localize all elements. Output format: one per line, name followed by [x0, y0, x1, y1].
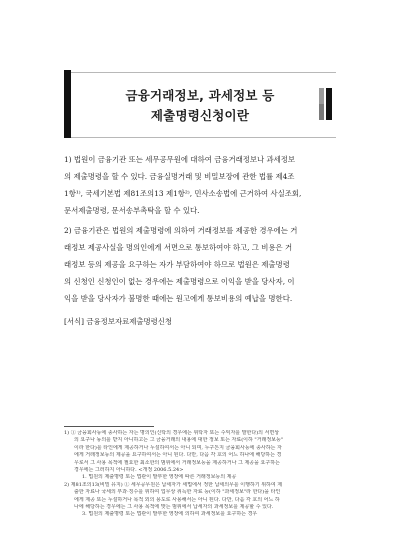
- paragraph-line: 문서제출명령, 문서송부촉탁을 할 수 있다.: [64, 206, 200, 215]
- footnote-line: 경우에는 그러하지 아니하다. <개정 2006.5.24>: [74, 467, 184, 474]
- footnote-line: 3. 법원의 제출명령 또는 법관이 발부한 영장에 의하여 과세정보를 요구하는 경우: [82, 511, 258, 518]
- paragraph-line: 1항¹⁾, 국세기본법 제81조의13 제1항²⁾, 민사소송법에 근거하여 사실조회,: [64, 189, 302, 198]
- paragraph-line: 익을 받을 당사자가 불명한 때에는 원고에게 통보비용의 예납을 명한다.: [64, 294, 293, 303]
- title-line-1: 금융거래정보, 과세정보 등: [125, 88, 275, 103]
- title-line-2: 제출명령신청이란: [150, 108, 250, 123]
- footnote-line: 이라 한다)를 타인에게 제공하거나 누설하여서는 아니 되며, 누구든지 금융회사등에 종사하는 자: [74, 444, 282, 451]
- paragraph-line: 의 신청인 신청인이 없는 경우에는 제출명령으로 이익을 받을 당사자, 이: [64, 277, 295, 286]
- footnote-line: 나에 해당하는 경우에는 그 사용 목적에 맞는 범위에서 납세자의 과세정보를 제공할 수 있다.: [74, 504, 274, 511]
- footnote-line: 1) ① 금융회사등에 종사하는 자는 명의인(신탁의 경우에는 위탁자 또는 수익자를 말한다)의 서면상: [64, 430, 280, 436]
- title-box: [64, 72, 336, 138]
- paragraph-line: 래정보 제공사실을 명의인에게 서면으로 통보하여야 하고, 그 비용은 거: [64, 243, 293, 252]
- paragraph-1: [64, 151, 340, 219]
- footnote-line: 2) 제81조의13(비밀 유지) ① 세무공무원은 납세자가 세법에서 정한 납세의무를 이행하기 위하여 제: [64, 481, 283, 488]
- footnote-line: 출한 자료나 국세의 부과·징수를 위하여 업무상 취득한 자료 등(이하 "과세정보"라 한다)을 타인: [74, 489, 281, 496]
- footnote-line: 1. 법원의 제출명령 또는 법관이 발부한 영장에 따른 거래정보등의 제공: [82, 474, 237, 481]
- footnote-line: 에게 제공 또는 누설하거나 목적 외의 용도로 사용해서는 아니 된다. 다만, 다음 각 호의 어느 하: [74, 496, 280, 503]
- paragraph-2: [64, 222, 340, 307]
- paragraph-line: 2) 금융기관은 법원의 제출명령에 의하여 거래정보를 제공한 경우에는 거: [64, 226, 298, 235]
- title-left-bar: [64, 70, 71, 138]
- footnote-line: 우로서 그 사용 목적에 필요한 최소한의 범위에서 거래정보등을 제공하거나 그 제공을 요구하는: [74, 459, 280, 466]
- title-right-black-bar: [326, 88, 332, 120]
- footnote-divider: [64, 426, 154, 427]
- footnote-line: 에게 거래정보등의 제공을 요구하여서는 아니 된다. 다만, 다음 각 호의 어느 하나에 해당하는 경: [74, 452, 282, 459]
- paragraph-line: 의 제출명령을 할 수 있다. 금융실명거래 및 비밀보장에 관한 법률 제4조: [64, 172, 295, 181]
- footnote-line: 의 요구나 동의를 받지 아니하고는 그 금융거래의 내용에 대한 정보 또는 자료(이하 "거래정보등": [74, 437, 284, 444]
- footnotes: [64, 430, 340, 519]
- paragraph-line: 1) 법원이 금융기관 또는 세무공무원에 대하여 금융거래정보나 과세정보: [64, 155, 296, 164]
- form-reference: [서식] 금융정보자료제출명령신청: [64, 317, 173, 326]
- paragraph-line: 래정보 등의 제공을 요구하는 자가 부담하여야 하므로 법원은 제출명령: [64, 260, 290, 269]
